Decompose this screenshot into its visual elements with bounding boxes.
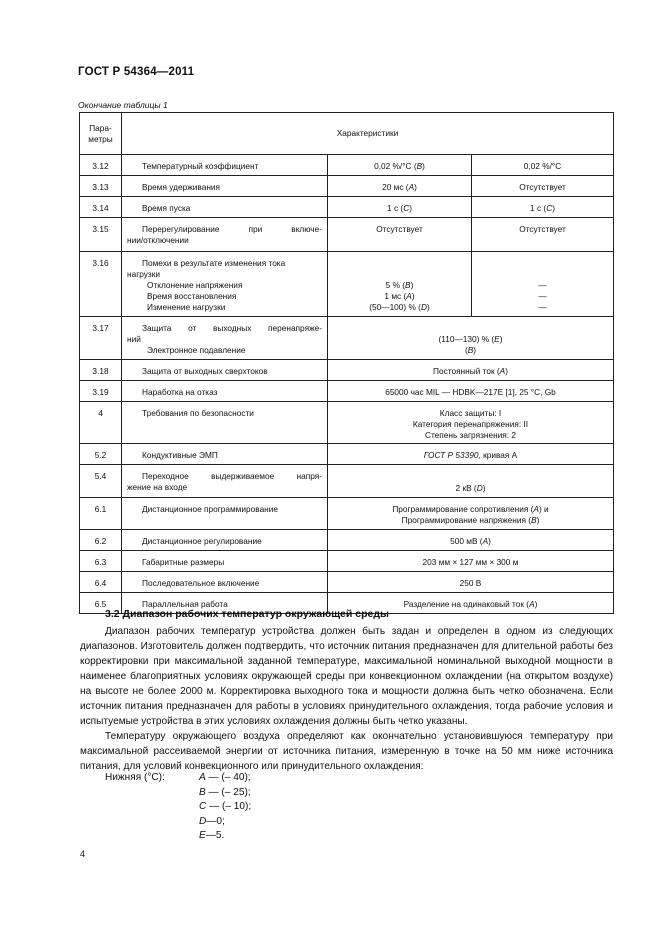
paragraph-1: Диапазон рабочих температур устройства должен быть задан и определен в одном из следующих диапазонов. Изготовитель должен подтвердить, что источник питания предназначен для длительной работы без корректировки при максимальной заданной температуре, максимальной номинальной выходной мощности в наименее благоприятных условиях окружающей среды при конвекционном охлаждении (на открытом воздухе) на высоте не более 2000 м. Корректировка выходного тока и мощности должна быть четко обозначена. Если источник питания предназначен для работы в условиях принудительного охлаждения, тогда рабочие условия и испытуемые устройства в этих условиях охлаждения должны быть четко указаны.	[80, 626, 613, 727]
characteristics-table	[79, 112, 614, 614]
table-row: 3.12 Температурный коэффициент 0,02 %/°С (В) 0,02 %/°С	[80, 155, 614, 176]
table-row: 6.1 Дистанционное программирование Программирование сопротивления (А) и Программирование напряжения (В)	[80, 498, 614, 530]
table-row: 6.2 Дистанционное регулирование 500 мВ (А)	[80, 530, 614, 551]
header-characteristics: Характеристики	[122, 113, 614, 155]
list-item: D—0;	[199, 815, 225, 827]
table-row: 6.4 Последовательное включение 250 В	[80, 572, 614, 593]
table-caption: Окончание таблицы 1	[78, 100, 168, 110]
list-item: В — (– 25);	[199, 786, 251, 798]
table-row: 5.4 Переходное выдерживаемое напря- жение на входе 2 кВ (D)	[80, 465, 614, 498]
section-title: 3.2 Диапазон рабочих температур окружающей среды	[105, 608, 389, 620]
table-row: 3.13 Время удерживания 20 мс (А) Отсутствует	[80, 176, 614, 197]
document-header: ГОСТ Р 54364—2011	[78, 66, 195, 78]
table-row: 3.16 Помехи в результате изменения тока нагрузки Отклонение напряжения Время восстановления Изменение нагрузки 5 % (В) 1 мс (А) (50—100) % (D) — — —	[80, 252, 614, 317]
table-row: 3.15 Перерегулирование при включе- нии/отключении Отсутствует Отсутствует	[80, 218, 614, 252]
header-param: Пара- метры	[80, 113, 122, 155]
table-row: 3.14 Время пуска 1 с (С) 1 с (С)	[80, 197, 614, 218]
paragraph-2: Температуру окружающего воздуха определяют как окончательно установившуюся температуру при максимальной рассеиваемой энергии от источника питания, измеренную в точке на 50 мм ниже источника питания, для условий конвекционного или принудительного охлаждения:	[80, 731, 613, 772]
page-number: 4	[80, 849, 86, 859]
list-item: С — (– 10);	[199, 801, 252, 813]
table-row: 5.2 Кондуктивные ЭМП ГОСТ Р 53390, кривая А	[80, 444, 614, 465]
list-item: Е—5.	[199, 830, 225, 842]
table-row: 3.17 Защита от выходных перенапряже- ний Электронное подавление (110—130) % (Е) (В)	[80, 317, 614, 360]
table-header-row	[80, 113, 614, 155]
table-row: 6.3 Габаритные размеры 203 мм × 127 мм × 300 м	[80, 551, 614, 572]
table-row: 4 Требования по безопасности Класс защиты: I Категория перенапряжения: II Степень загрязнения: 2	[80, 402, 614, 444]
table-row: 6.5 Параллельная работа Разделение на одинаковый ток (А)	[80, 593, 614, 614]
lower-label: Нижняя (°С):	[105, 772, 165, 783]
list-item: А — (– 40);	[199, 772, 251, 783]
table-row: 3.19 Наработка на отказ 65000 час MIL — HDBK—217E [1], 25 °С, Gb	[80, 381, 614, 402]
table-row: 3.18 Защита от выходных сверхтоков Постоянный ток (А)	[80, 360, 614, 381]
